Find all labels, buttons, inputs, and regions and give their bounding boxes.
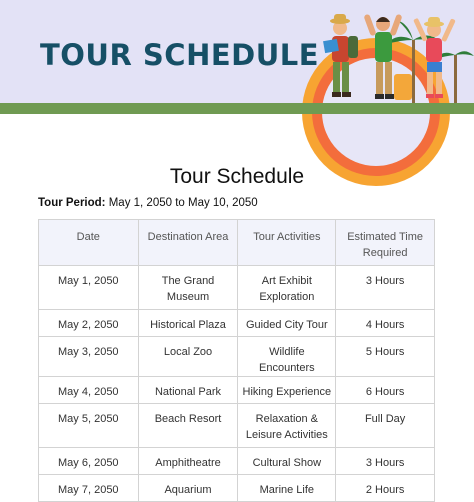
cell-time: 6 Hours bbox=[336, 377, 435, 404]
table-row bbox=[39, 475, 435, 502]
cell-destination: Local Zoo bbox=[138, 337, 238, 377]
table-row bbox=[39, 337, 435, 377]
cell-time: Full Day bbox=[336, 404, 435, 448]
cell-time: 3 Hours bbox=[336, 448, 435, 475]
cell-date: May 5, 2050 bbox=[39, 404, 139, 448]
tourists-illustration bbox=[296, 0, 474, 114]
cell-activity: Art Exhibit Exploration bbox=[238, 266, 336, 310]
tour-period bbox=[38, 197, 258, 209]
cell-date: May 3, 2050 bbox=[39, 337, 139, 377]
banner-title: TOUR SCHEDULE bbox=[40, 38, 320, 72]
cell-date: May 4, 2050 bbox=[39, 377, 139, 404]
cell-date: May 1, 2050 bbox=[39, 266, 139, 310]
schedule-table bbox=[38, 219, 435, 502]
cell-date: May 6, 2050 bbox=[39, 448, 139, 475]
column-header-date: Date bbox=[39, 220, 139, 266]
column-header-destination: Destination Area bbox=[138, 220, 238, 266]
table-row bbox=[39, 404, 435, 448]
column-header-activities: Tour Activities bbox=[238, 220, 336, 266]
column-header-time: Estimated Time Required bbox=[336, 220, 435, 266]
header-banner bbox=[0, 0, 474, 114]
tour-period-label: Tour Period: bbox=[38, 197, 106, 209]
cell-destination: Aquarium bbox=[138, 475, 238, 502]
cell-activity: Hiking Experience bbox=[238, 377, 336, 404]
grass-strip bbox=[0, 103, 474, 114]
table-header-row bbox=[39, 220, 435, 266]
document-title: Tour Schedule bbox=[169, 165, 305, 188]
cell-time: 3 Hours bbox=[336, 266, 435, 310]
cell-destination: Historical Plaza bbox=[138, 310, 238, 337]
cell-activity: Marine Life bbox=[238, 475, 336, 502]
cell-date: May 7, 2050 bbox=[39, 475, 139, 502]
cell-date: May 2, 2050 bbox=[39, 310, 139, 337]
tour-period-value: May 1, 2050 to May 10, 2050 bbox=[108, 197, 258, 209]
table-row bbox=[39, 448, 435, 475]
cell-activity: Wildlife Encounters bbox=[238, 337, 336, 377]
cell-activity: Cultural Show bbox=[238, 448, 336, 475]
cell-destination: Beach Resort bbox=[138, 404, 238, 448]
cell-time: 4 Hours bbox=[336, 310, 435, 337]
cell-activity: Guided City Tour bbox=[238, 310, 336, 337]
cell-activity: Relaxation & Leisure Activities bbox=[238, 404, 336, 448]
cell-time: 5 Hours bbox=[336, 337, 435, 377]
cell-destination: National Park bbox=[138, 377, 238, 404]
table-row bbox=[39, 266, 435, 310]
cell-destination: The Grand Museum bbox=[138, 266, 238, 310]
cell-time: 2 Hours bbox=[336, 475, 435, 502]
table-row bbox=[39, 377, 435, 404]
cell-destination: Amphitheatre bbox=[138, 448, 238, 475]
table-row bbox=[39, 310, 435, 337]
